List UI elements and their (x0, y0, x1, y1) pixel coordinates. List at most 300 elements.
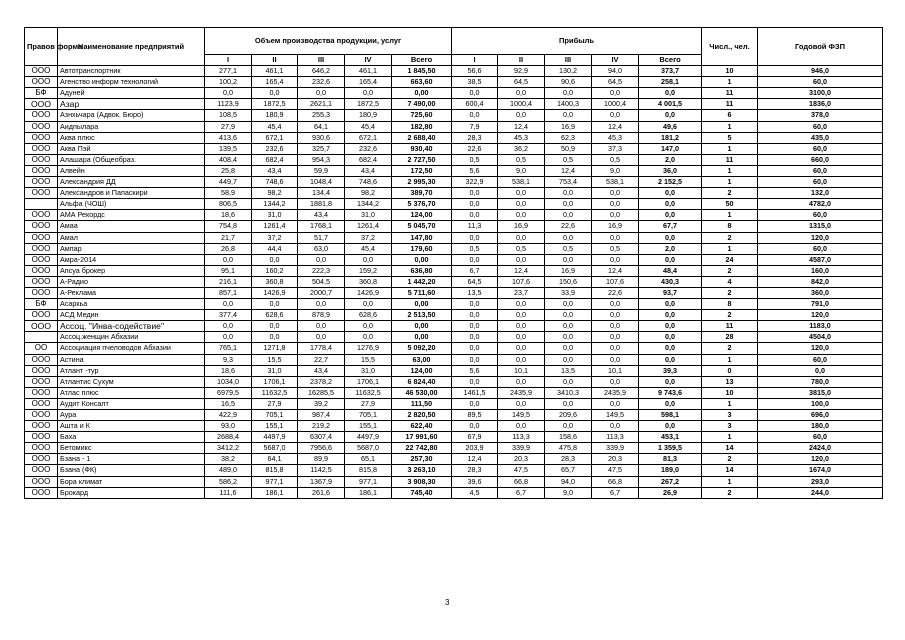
volume-q2-cell: 160,2 (252, 265, 298, 276)
profit-q2-cell: 0,0 (498, 199, 545, 210)
profit-q2-cell: 0,0 (498, 88, 545, 99)
form-cell: ООО (25, 465, 58, 476)
profit-q4-cell: 0,0 (592, 199, 639, 210)
header-volume-total: Всего (392, 55, 452, 66)
volume-q1-cell: 586,2 (205, 476, 252, 487)
volume-q3-cell: 64,1 (298, 121, 345, 132)
profit-q2-cell: 0,5 (498, 243, 545, 254)
volume-q3-cell: 1768,1 (298, 221, 345, 232)
volume-total-cell: 124,00 (392, 365, 452, 376)
payroll-cell: 4504,0 (758, 332, 883, 343)
profit-total-cell: 81,3 (639, 454, 702, 465)
form-cell: ООО (25, 232, 58, 243)
volume-q1-cell: 3412,2 (205, 443, 252, 454)
profit-q3-cell: 0,0 (545, 232, 592, 243)
volume-q1-cell: 754,8 (205, 221, 252, 232)
name-cell: Адуней (58, 88, 205, 99)
profit-q3-cell: 65,7 (545, 465, 592, 476)
form-cell: ООО (25, 210, 58, 221)
volume-q3-cell: 0,0 (298, 254, 345, 265)
form-cell: ООО (25, 254, 58, 265)
profit-total-cell: 189,0 (639, 465, 702, 476)
form-cell: ООО (25, 387, 58, 398)
payroll-cell: 3100,0 (758, 88, 883, 99)
employees-cell: 2 (702, 310, 758, 321)
profit-q4-cell: 0,0 (592, 354, 639, 365)
employees-cell: 11 (702, 321, 758, 332)
profit-q2-cell: 23,7 (498, 287, 545, 298)
volume-total-cell: 5 092,20 (392, 343, 452, 354)
profit-q4-cell: 0,0 (592, 332, 639, 343)
profit-total-cell: 1 359,5 (639, 443, 702, 454)
payroll-cell: 293,0 (758, 476, 883, 487)
volume-q2-cell: 31,0 (252, 210, 298, 221)
volume-total-cell: 745,40 (392, 487, 452, 498)
volume-q3-cell: 954,3 (298, 154, 345, 165)
volume-q1-cell: 806,5 (205, 199, 252, 210)
employees-cell: 2 (702, 188, 758, 199)
name-cell: Ассоциация пчеловодов Абхазии (58, 343, 205, 354)
volume-q4-cell: 232,6 (345, 143, 392, 154)
volume-q2-cell: 45,4 (252, 121, 298, 132)
volume-q4-cell: 815,8 (345, 465, 392, 476)
volume-total-cell: 663,60 (392, 77, 452, 88)
employees-cell: 5 (702, 132, 758, 143)
volume-q3-cell: 987,4 (298, 410, 345, 421)
payroll-cell: 244,0 (758, 487, 883, 498)
employees-cell: 3 (702, 421, 758, 432)
profit-q4-cell: 37,3 (592, 143, 639, 154)
volume-q2-cell: 0,0 (252, 299, 298, 310)
profit-total-cell: 0,0 (639, 110, 702, 121)
profit-q2-cell: 0,5 (498, 154, 545, 165)
profit-q2-cell: 0,0 (498, 210, 545, 221)
volume-q1-cell: 1034,0 (205, 376, 252, 387)
volume-total-cell: 0,00 (392, 299, 452, 310)
form-cell (25, 332, 58, 343)
volume-q3-cell: 232,6 (298, 77, 345, 88)
volume-q1-cell: 408,4 (205, 154, 252, 165)
profit-q4-cell: 0,0 (592, 376, 639, 387)
header-volume-q4: IV (345, 55, 392, 66)
header-payroll: Годовой ФЗП (758, 28, 883, 66)
name-cell: Александрия ДД (58, 177, 205, 188)
volume-total-cell: 930,40 (392, 143, 452, 154)
profit-q2-cell: 339,9 (498, 443, 545, 454)
payroll-cell: 60,0 (758, 121, 883, 132)
name-cell: Амал (58, 232, 205, 243)
profit-q2-cell: 0,0 (498, 321, 545, 332)
employees-cell: 4 (702, 276, 758, 287)
volume-q1-cell: 0,0 (205, 332, 252, 343)
profit-q4-cell: 339,9 (592, 443, 639, 454)
volume-q4-cell: 461,1 (345, 66, 392, 77)
employees-cell: 11 (702, 88, 758, 99)
volume-q2-cell: 15,5 (252, 354, 298, 365)
profit-q4-cell: 538,1 (592, 177, 639, 188)
table-row (25, 432, 883, 443)
payroll-cell: 4782,0 (758, 199, 883, 210)
profit-q2-cell: 9,0 (498, 165, 545, 176)
profit-q2-cell: 0,0 (498, 343, 545, 354)
profit-q4-cell: 1000,4 (592, 99, 639, 110)
profit-total-cell: 0,0 (639, 88, 702, 99)
volume-total-cell: 179,60 (392, 243, 452, 254)
payroll-cell: 120,0 (758, 454, 883, 465)
employees-cell: 0 (702, 365, 758, 376)
name-cell: Аква плюс (58, 132, 205, 143)
profit-q2-cell: 0,0 (498, 254, 545, 265)
profit-q1-cell: 0,5 (452, 243, 498, 254)
table-row (25, 465, 883, 476)
payroll-cell: 4587,0 (758, 254, 883, 265)
volume-q3-cell: 2378,2 (298, 376, 345, 387)
form-cell: ООО (25, 376, 58, 387)
profit-q4-cell: 0,5 (592, 154, 639, 165)
volume-total-cell: 0,00 (392, 321, 452, 332)
employees-cell: 1 (702, 398, 758, 409)
profit-q1-cell: 0,0 (452, 254, 498, 265)
name-cell: А-Радио (58, 276, 205, 287)
profit-q3-cell: 3410,3 (545, 387, 592, 398)
profit-q1-cell: 7,9 (452, 121, 498, 132)
volume-q2-cell: 186,1 (252, 487, 298, 498)
table-row (25, 365, 883, 376)
header-name: Наименование предприятий (58, 28, 205, 66)
profit-q2-cell: 36,2 (498, 143, 545, 154)
profit-q1-cell: 0,0 (452, 110, 498, 121)
payroll-cell: 1183,0 (758, 321, 883, 332)
table-row (25, 276, 883, 287)
volume-q4-cell: 672,1 (345, 132, 392, 143)
volume-total-cell: 1 845,50 (392, 66, 452, 77)
volume-q1-cell: 449,7 (205, 177, 252, 188)
table-row (25, 188, 883, 199)
profit-q1-cell: 0,0 (452, 398, 498, 409)
volume-q2-cell: 44,4 (252, 243, 298, 254)
name-cell: А-Реклама (58, 287, 205, 298)
employees-cell: 11 (702, 154, 758, 165)
volume-total-cell: 124,00 (392, 210, 452, 221)
volume-q2-cell: 5687,0 (252, 443, 298, 454)
volume-q4-cell: 45,4 (345, 243, 392, 254)
header-form: Правов форма (25, 28, 58, 66)
volume-q4-cell: 43,4 (345, 165, 392, 176)
table-row (25, 165, 883, 176)
name-cell: Аура (58, 410, 205, 421)
form-cell: ООО (25, 398, 58, 409)
table-row (25, 321, 883, 332)
volume-q4-cell: 15,5 (345, 354, 392, 365)
volume-q4-cell: 748,6 (345, 177, 392, 188)
payroll-cell: 0,0 (758, 365, 883, 376)
volume-q4-cell: 682,4 (345, 154, 392, 165)
volume-q3-cell: 89,9 (298, 454, 345, 465)
table-row (25, 398, 883, 409)
profit-q3-cell: 16,9 (545, 121, 592, 132)
profit-q4-cell: 22,6 (592, 287, 639, 298)
volume-q2-cell: 672,1 (252, 132, 298, 143)
profit-total-cell: 26,9 (639, 487, 702, 498)
profit-q1-cell: 12,4 (452, 454, 498, 465)
volume-q1-cell: 1123,9 (205, 99, 252, 110)
profit-q2-cell: 0,0 (498, 188, 545, 199)
volume-q2-cell: 1872,5 (252, 99, 298, 110)
volume-q1-cell: 9,3 (205, 354, 252, 365)
profit-q1-cell: 11,3 (452, 221, 498, 232)
employees-cell: 2 (702, 454, 758, 465)
profit-q1-cell: 0,0 (452, 188, 498, 199)
volume-q2-cell: 977,1 (252, 476, 298, 487)
volume-q2-cell: 1344,2 (252, 199, 298, 210)
table-row (25, 476, 883, 487)
volume-q2-cell: 4497,9 (252, 432, 298, 443)
name-cell: Баха (58, 432, 205, 443)
employees-cell: 2 (702, 343, 758, 354)
profit-total-cell: 0,0 (639, 343, 702, 354)
employees-cell: 1 (702, 77, 758, 88)
profit-total-cell: 39,3 (639, 365, 702, 376)
profit-q4-cell: 0,0 (592, 232, 639, 243)
name-cell: Алвейн (58, 165, 205, 176)
profit-q1-cell: 5,6 (452, 165, 498, 176)
form-cell: ООО (25, 410, 58, 421)
volume-total-cell: 622,40 (392, 421, 452, 432)
table-row (25, 287, 883, 298)
payroll-cell: 60,0 (758, 243, 883, 254)
volume-q1-cell: 765,1 (205, 343, 252, 354)
profit-q4-cell: 0,5 (592, 243, 639, 254)
payroll-cell: 1315,0 (758, 221, 883, 232)
profit-q1-cell: 0,0 (452, 354, 498, 365)
volume-q4-cell: 360,8 (345, 276, 392, 287)
volume-q4-cell: 628,6 (345, 310, 392, 321)
volume-q3-cell: 878,9 (298, 310, 345, 321)
volume-q3-cell: 261,6 (298, 487, 345, 498)
table-row (25, 310, 883, 321)
profit-total-cell: 0,0 (639, 199, 702, 210)
volume-q2-cell: 232,6 (252, 143, 298, 154)
volume-q1-cell: 95,1 (205, 265, 252, 276)
profit-q3-cell: 0,0 (545, 199, 592, 210)
volume-q1-cell: 93,0 (205, 421, 252, 432)
employees-cell: 11 (702, 99, 758, 110)
payroll-cell: 100,0 (758, 398, 883, 409)
volume-q2-cell: 37,2 (252, 232, 298, 243)
profit-q2-cell: 92,9 (498, 66, 545, 77)
volume-q2-cell: 180,9 (252, 110, 298, 121)
profit-q1-cell: 1461,5 (452, 387, 498, 398)
volume-q4-cell: 0,0 (345, 299, 392, 310)
employees-cell: 2 (702, 287, 758, 298)
volume-q2-cell: 360,8 (252, 276, 298, 287)
name-cell: Александров и Папаскири (58, 188, 205, 199)
table-row (25, 88, 883, 99)
profit-q1-cell: 0,0 (452, 199, 498, 210)
profit-total-cell: 36,0 (639, 165, 702, 176)
employees-cell: 1 (702, 210, 758, 221)
volume-q4-cell: 37,2 (345, 232, 392, 243)
form-cell: ООО (25, 66, 58, 77)
volume-q4-cell: 5687,0 (345, 443, 392, 454)
profit-q1-cell: 22,6 (452, 143, 498, 154)
volume-q1-cell: 21,7 (205, 232, 252, 243)
volume-total-cell: 257,30 (392, 454, 452, 465)
volume-q2-cell: 815,8 (252, 465, 298, 476)
table-row (25, 232, 883, 243)
profit-q2-cell: 149,5 (498, 410, 545, 421)
table-row (25, 354, 883, 365)
profit-q3-cell: 158,6 (545, 432, 592, 443)
name-cell: АМА Рекордс (58, 210, 205, 221)
volume-q2-cell: 155,1 (252, 421, 298, 432)
volume-q3-cell: 22,7 (298, 354, 345, 365)
name-cell: Аква Пэй (58, 143, 205, 154)
form-cell: ООО (25, 487, 58, 498)
profit-q1-cell: 0,0 (452, 376, 498, 387)
profit-q2-cell: 6,7 (498, 487, 545, 498)
profit-q4-cell: 20,3 (592, 454, 639, 465)
profit-q3-cell: 62,3 (545, 132, 592, 143)
name-cell: Аидпылара (58, 121, 205, 132)
employees-cell: 8 (702, 299, 758, 310)
profit-total-cell: 267,2 (639, 476, 702, 487)
volume-q3-cell: 0,0 (298, 321, 345, 332)
profit-q4-cell: 0,0 (592, 321, 639, 332)
name-cell: Агенство информ технологий (58, 77, 205, 88)
profit-q1-cell: 322,9 (452, 177, 498, 188)
header-profit-q1: I (452, 55, 498, 66)
profit-q4-cell: 66,8 (592, 476, 639, 487)
table-row (25, 376, 883, 387)
form-cell: ООО (25, 154, 58, 165)
volume-total-cell: 46 530,00 (392, 387, 452, 398)
table-row (25, 254, 883, 265)
employees-cell: 2 (702, 265, 758, 276)
volume-q3-cell: 504,5 (298, 276, 345, 287)
name-cell: Ассоц. "Инва-содействие" (58, 321, 205, 332)
profit-q3-cell: 753,4 (545, 177, 592, 188)
payroll-cell: 360,0 (758, 287, 883, 298)
profit-total-cell: 598,1 (639, 410, 702, 421)
profit-q3-cell: 1400,3 (545, 99, 592, 110)
volume-q4-cell: 0,0 (345, 332, 392, 343)
volume-q1-cell: 0,0 (205, 88, 252, 99)
profit-q3-cell: 9,0 (545, 487, 592, 498)
profit-q4-cell: 0,0 (592, 421, 639, 432)
name-cell: Амаа (58, 221, 205, 232)
volume-q1-cell: 857,1 (205, 287, 252, 298)
profit-q3-cell: 0,0 (545, 254, 592, 265)
payroll-cell: 696,0 (758, 410, 883, 421)
name-cell: Азар (58, 99, 205, 110)
profit-q2-cell: 64,5 (498, 77, 545, 88)
payroll-cell: 842,0 (758, 276, 883, 287)
profit-q4-cell: 0,0 (592, 210, 639, 221)
profit-total-cell: 4 001,5 (639, 99, 702, 110)
payroll-cell: 780,0 (758, 376, 883, 387)
profit-total-cell: 0,0 (639, 398, 702, 409)
volume-total-cell: 172,50 (392, 165, 452, 176)
volume-q1-cell: 18,6 (205, 210, 252, 221)
profit-total-cell: 373,7 (639, 66, 702, 77)
profit-total-cell: 48,4 (639, 265, 702, 276)
volume-q2-cell: 0,0 (252, 254, 298, 265)
profit-q4-cell: 64,5 (592, 77, 639, 88)
table-body (25, 66, 883, 499)
payroll-cell: 60,0 (758, 432, 883, 443)
profit-q3-cell: 22,6 (545, 221, 592, 232)
volume-q4-cell: 1872,5 (345, 99, 392, 110)
profit-q3-cell: 475,8 (545, 443, 592, 454)
profit-q2-cell: 0,0 (498, 299, 545, 310)
profit-q2-cell: 0,0 (498, 232, 545, 243)
payroll-cell: 60,0 (758, 77, 883, 88)
name-cell: Ампар (58, 243, 205, 254)
employees-cell: 10 (702, 387, 758, 398)
table-row (25, 221, 883, 232)
employees-cell: 14 (702, 443, 758, 454)
form-cell: ООО (25, 188, 58, 199)
volume-q1-cell: 216,1 (205, 276, 252, 287)
volume-q3-cell: 1881,8 (298, 199, 345, 210)
payroll-cell: 60,0 (758, 177, 883, 188)
header-profit: Прибыль (452, 28, 702, 55)
name-cell: Азнхьчара (Адвок. Бюро) (58, 110, 205, 121)
volume-q4-cell: 0,0 (345, 88, 392, 99)
volume-q1-cell: 0,0 (205, 321, 252, 332)
employees-cell: 1 (702, 432, 758, 443)
profit-q2-cell: 10,1 (498, 365, 545, 376)
payroll-cell: 2424,0 (758, 443, 883, 454)
volume-total-cell: 182,80 (392, 121, 452, 132)
volume-total-cell: 389,70 (392, 188, 452, 199)
form-cell: ООО (25, 454, 58, 465)
profit-q2-cell: 0,0 (498, 398, 545, 409)
profit-q2-cell: 0,0 (498, 376, 545, 387)
volume-q4-cell: 165,4 (345, 77, 392, 88)
profit-q1-cell: 64,5 (452, 276, 498, 287)
form-cell: ООО (25, 354, 58, 365)
profit-q3-cell: 0,5 (545, 243, 592, 254)
name-cell: АСД Медин (58, 310, 205, 321)
volume-q2-cell: 682,4 (252, 154, 298, 165)
employees-cell: 10 (702, 66, 758, 77)
profit-q4-cell: 0,0 (592, 88, 639, 99)
payroll-cell: 660,0 (758, 154, 883, 165)
page-number: 3 (445, 598, 450, 607)
volume-q1-cell: 277,1 (205, 66, 252, 77)
profit-q1-cell: 28,3 (452, 132, 498, 143)
form-cell: ООО (25, 99, 58, 110)
profit-total-cell: 49,6 (639, 121, 702, 132)
payroll-cell: 160,0 (758, 265, 883, 276)
volume-q4-cell: 1426,9 (345, 287, 392, 298)
profit-q1-cell: 0,0 (452, 210, 498, 221)
volume-q3-cell: 39,2 (298, 398, 345, 409)
profit-q1-cell: 28,3 (452, 465, 498, 476)
volume-q1-cell: 6979,5 (205, 387, 252, 398)
profit-q3-cell: 94,0 (545, 476, 592, 487)
profit-total-cell: 0,0 (639, 188, 702, 199)
profit-total-cell: 0,0 (639, 310, 702, 321)
volume-total-cell: 111,50 (392, 398, 452, 409)
profit-q4-cell: 12,4 (592, 121, 639, 132)
table-row (25, 343, 883, 354)
volume-q3-cell: 51,7 (298, 232, 345, 243)
name-cell: Атлантис Сухум (58, 376, 205, 387)
header-employees: Числ., чел. (702, 28, 758, 66)
